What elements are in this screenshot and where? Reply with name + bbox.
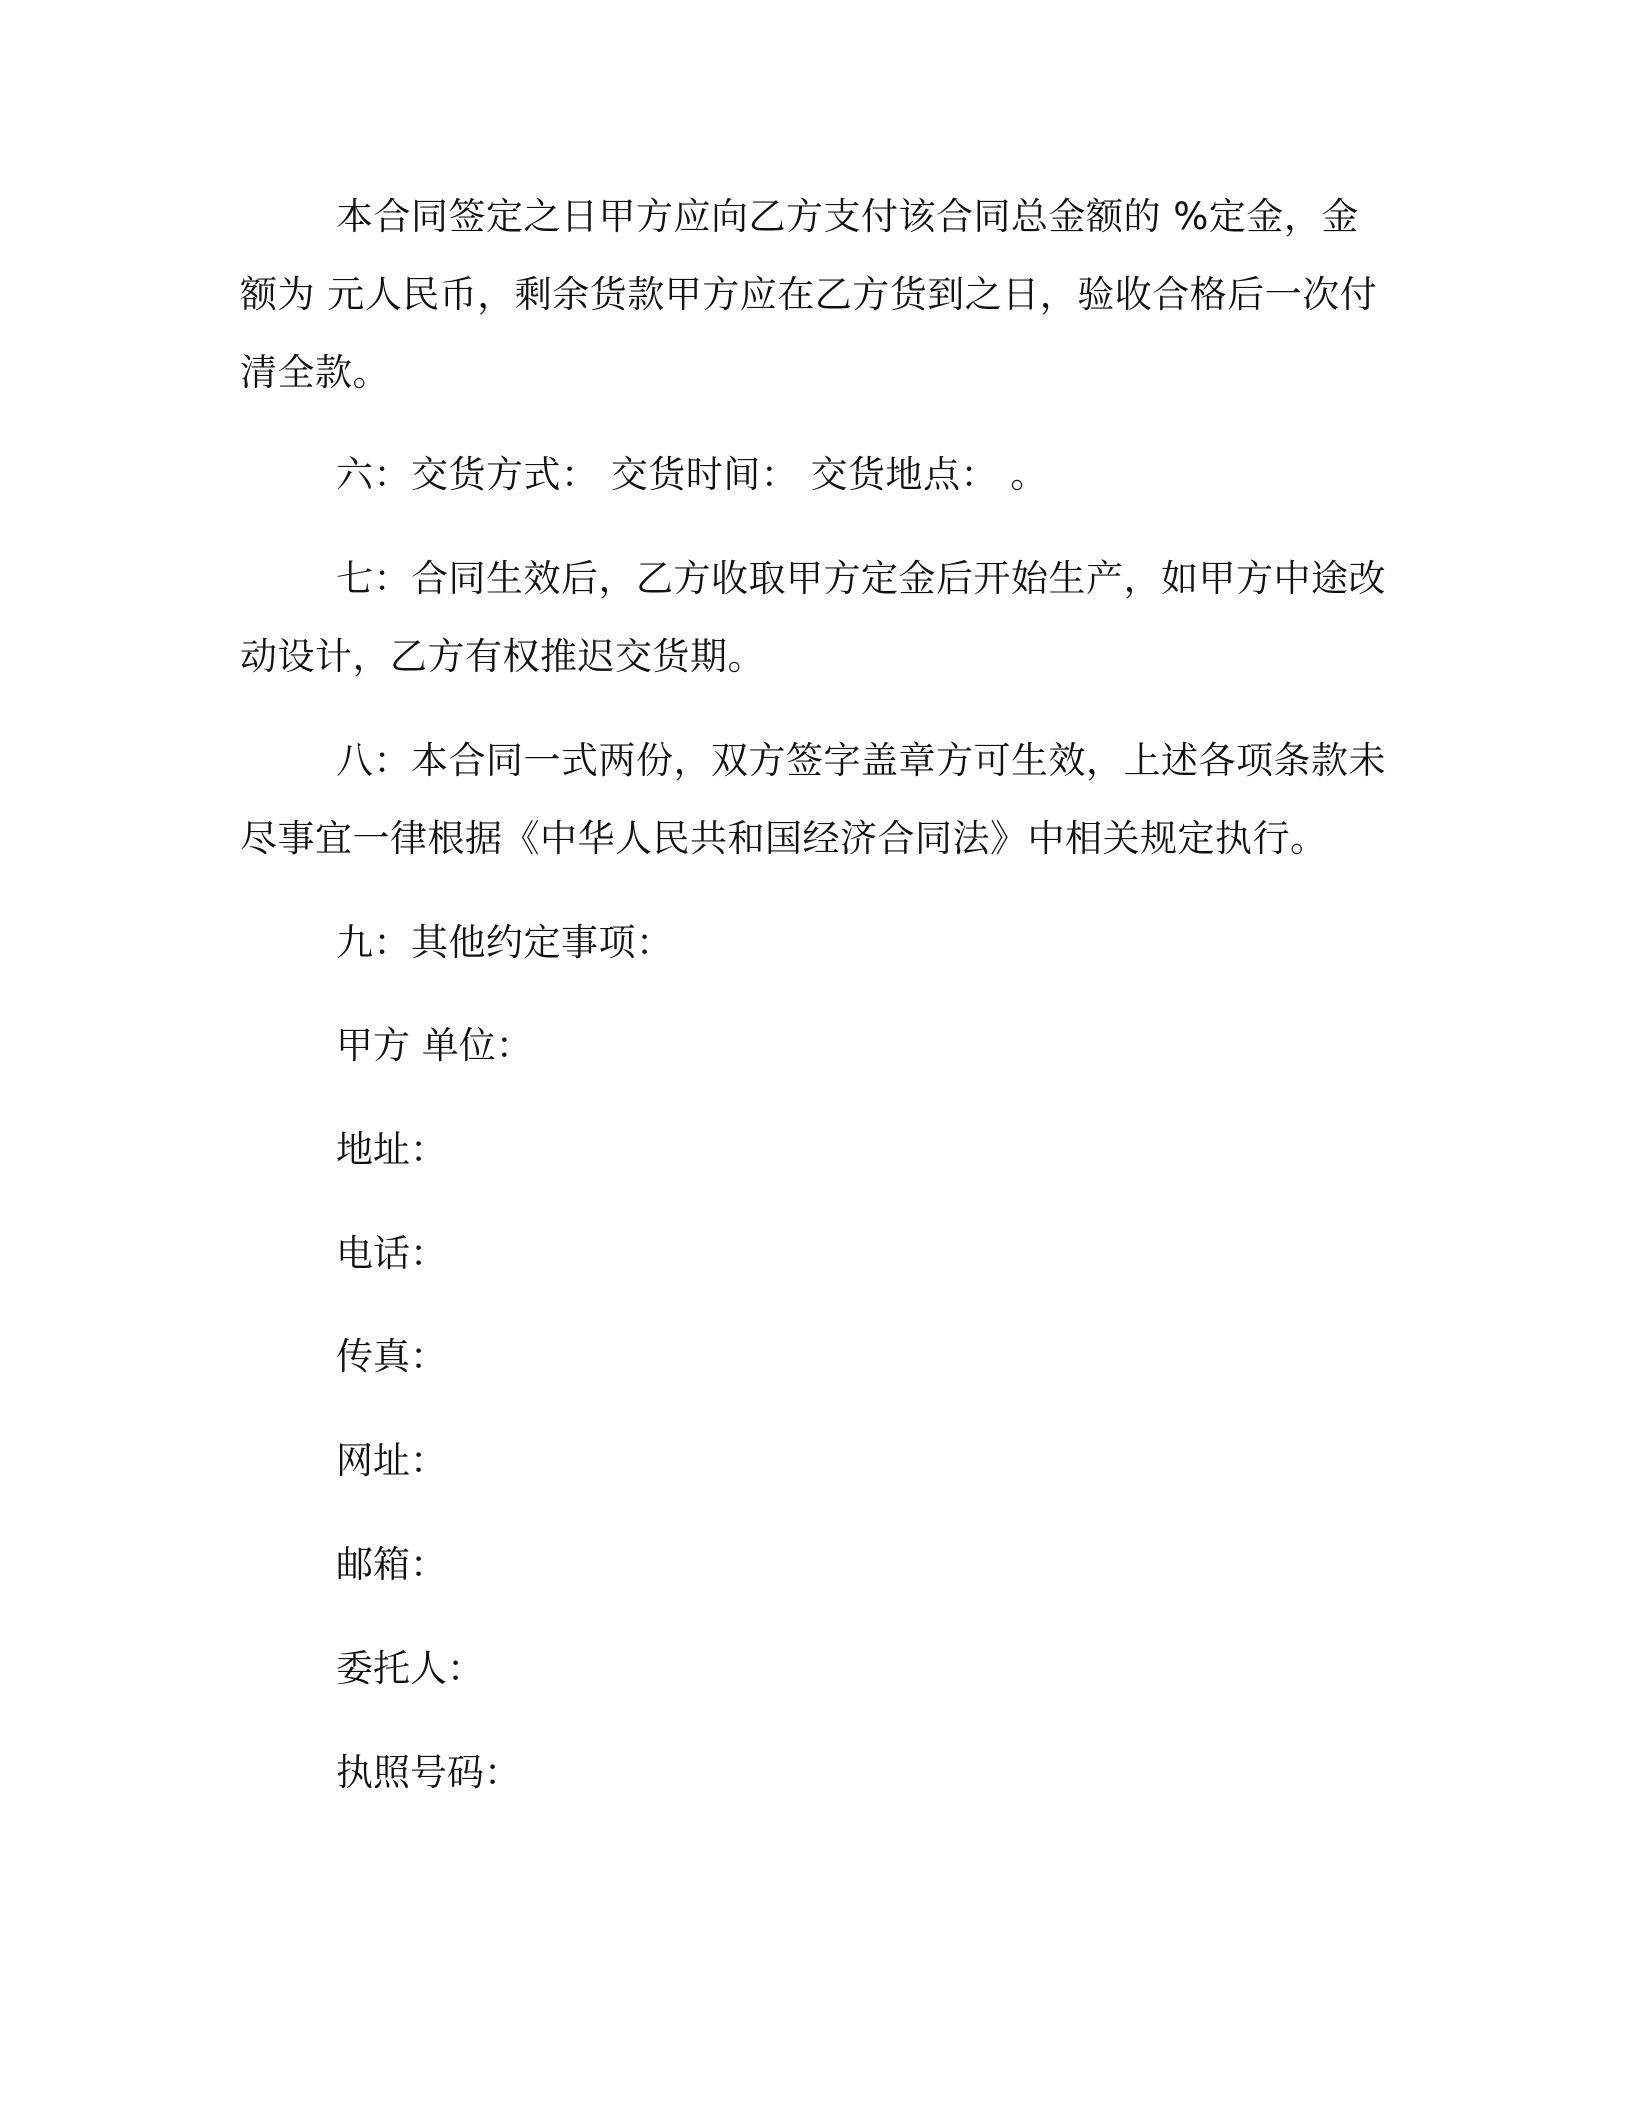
clause-8-validity: 八：本合同一式两份，双方签字盖章方可生效，上述各项条款未尽事宜一律根据《中华人民共和国经济合同法》中相关规定执行。: [240, 739, 1386, 860]
clause-7-production: 七：合同生效后，乙方收取甲方定金后开始生产，如甲方中途改动设计，乙方有权推迟交货期。: [240, 557, 1386, 678]
party-a-email-label: 邮箱：: [336, 1543, 447, 1586]
clause-deposit-payment: 本合同签定之日甲方应向乙方支付该合同总金额的 %定金，金额为 元人民币，剩余货款甲方应在乙方货到之日，验收合格后一次付清全款。: [240, 195, 1378, 394]
clause-9-other-terms: 九：其他约定事项：: [336, 921, 674, 964]
clause-6-delivery: 六：交货方式： 交货时间： 交货地点： 。: [336, 453, 1048, 496]
party-a-unit-label: 甲方 单位：: [336, 1024, 533, 1067]
party-a-fax-label: 传真：: [336, 1335, 447, 1378]
party-a-agent-label: 委托人：: [336, 1647, 484, 1690]
party-a-license-label: 执照号码：: [336, 1751, 521, 1794]
party-a-website-label: 网址：: [336, 1439, 447, 1482]
party-a-address-label: 地址：: [336, 1128, 447, 1171]
party-a-phone-label: 电话：: [336, 1232, 447, 1275]
